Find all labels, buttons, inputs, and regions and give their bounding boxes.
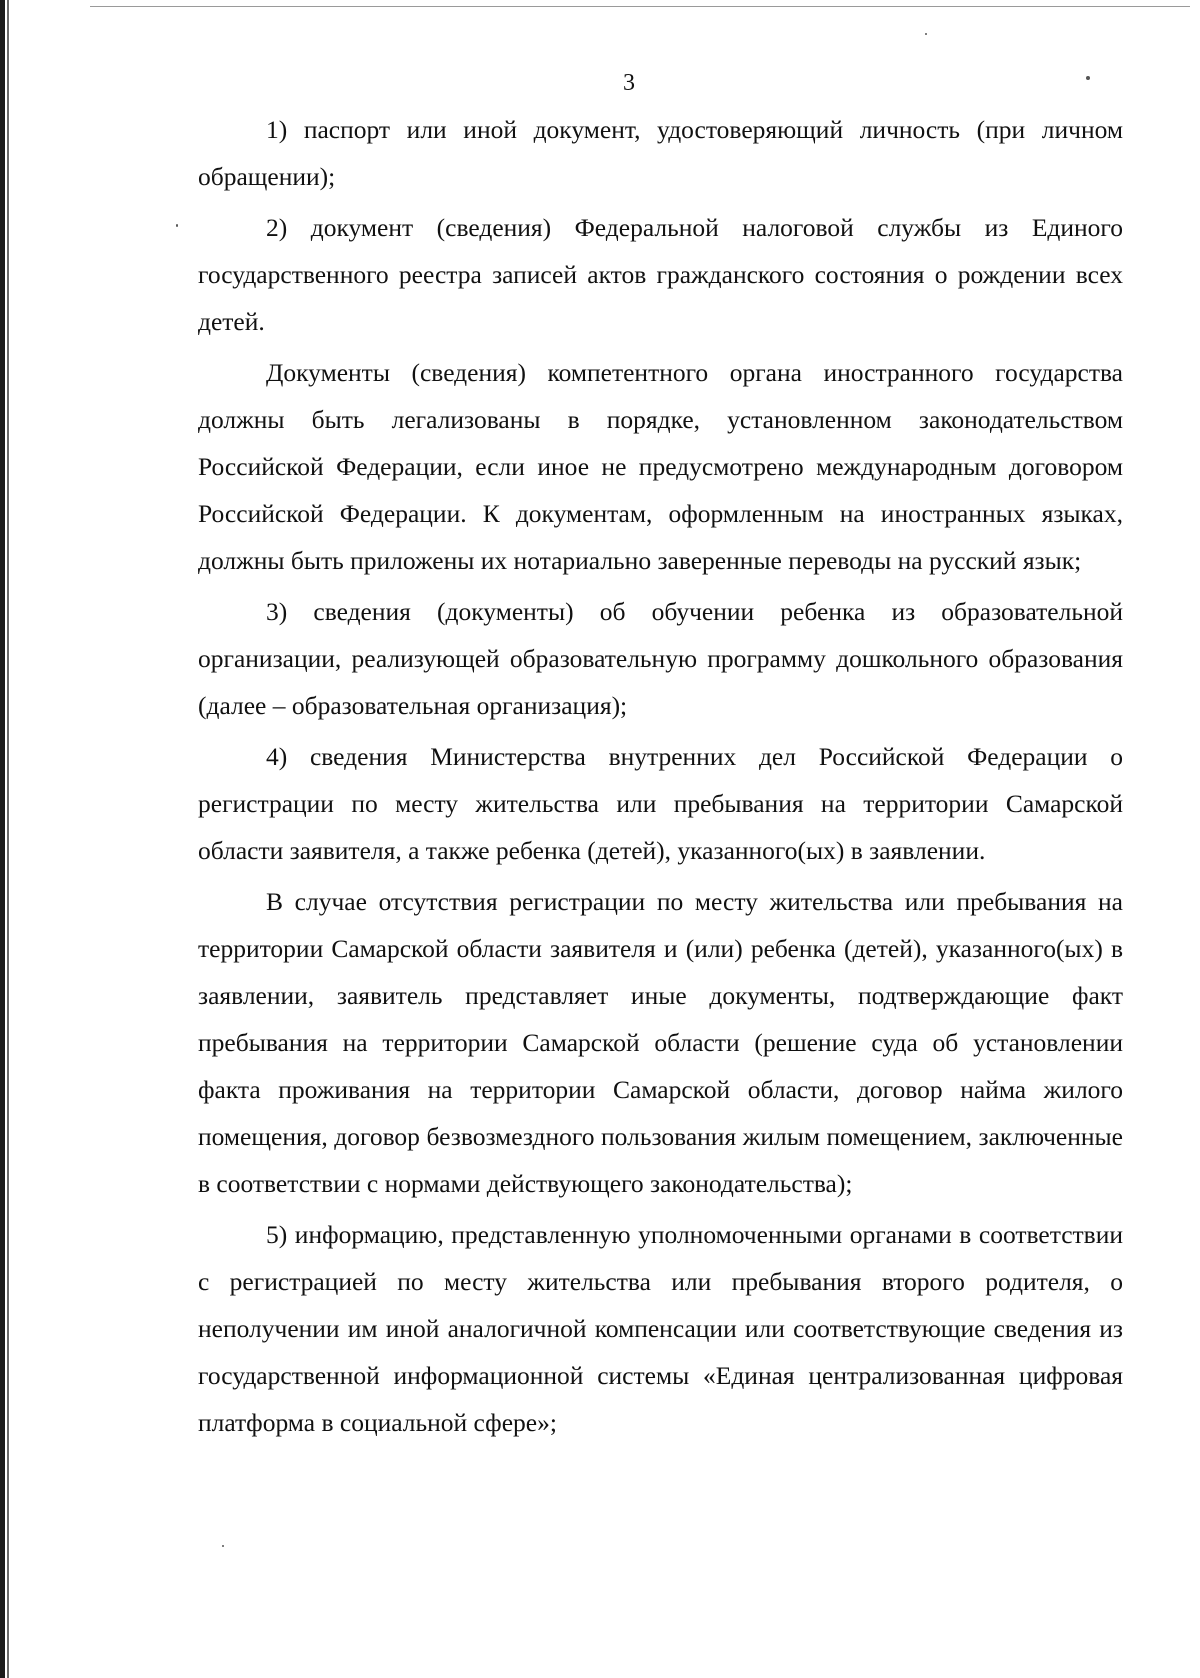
paragraph-no-registration: В случае отсутствия регистрации по месту жительства или пребывания на территории Самарской области заявителя и (или) ребенка (детей), указанного(ых) в заявлении, заявитель представляет иные документы, подтверждающие факт пребывания на территории Самарской области (решение суда об установлении факта проживания на территории Самарской области, договор найма жилого помещения, договор безвозмездного пользования жилым помещением, заключенные в соответствии с нормами действующего законодательства); — [198, 887, 1123, 1198]
paragraph-item-4: 4) сведения Министерства внутренних дел Российской Федерации о регистрации по месту жительства или пребывания на территории Самарской области заявителя, а также ребенка (детей), указанного(ых) в заявлении. — [198, 742, 1123, 865]
paragraph-item-2: 2) документ (сведения) Федеральной налоговой службы из Единого государственного реестра записей актов гражданского состояния о рождении всех детей. — [198, 213, 1123, 336]
paragraph-foreign-documents: Документы (сведения) компетентного органа иностранного государства должны быть легализованы в порядке, установленном законодательством Российской Федерации, если иное не предусмотрено международным договором Российской Федерации. К документам, оформленным на иностранных языках, должны быть приложены их нотариально заверенные переводы на русский язык; — [198, 358, 1123, 575]
scan-speck — [176, 224, 178, 227]
document-body — [198, 106, 1123, 1450]
paragraph-item-1: 1) паспорт или иной документ, удостоверяющий личность (при личном обращении); — [198, 115, 1123, 191]
paragraph-item-3: 3) сведения (документы) об обучении ребенка из образовательной организации, реализующей образовательную программу дошкольного образования (далее – образовательная организация); — [198, 597, 1123, 720]
scan-left-edge — [0, 0, 5, 1678]
scan-speck — [925, 33, 927, 35]
paragraph-item-5: 5) информацию, представленную уполномоченными органами в соответствии с регистрацией по месту жительства или пребывания второго родителя, о неполучении им иной аналогичной компенсации или соответствующие сведения из государственной информационной системы «Единая централизованная цифровая платформа в социальной сфере»; — [198, 1220, 1123, 1437]
page-number: 3 — [623, 70, 635, 96]
scan-left-edge-inner — [7, 0, 9, 1678]
scan-top-line — [90, 6, 1190, 7]
scan-speck — [222, 1545, 224, 1547]
